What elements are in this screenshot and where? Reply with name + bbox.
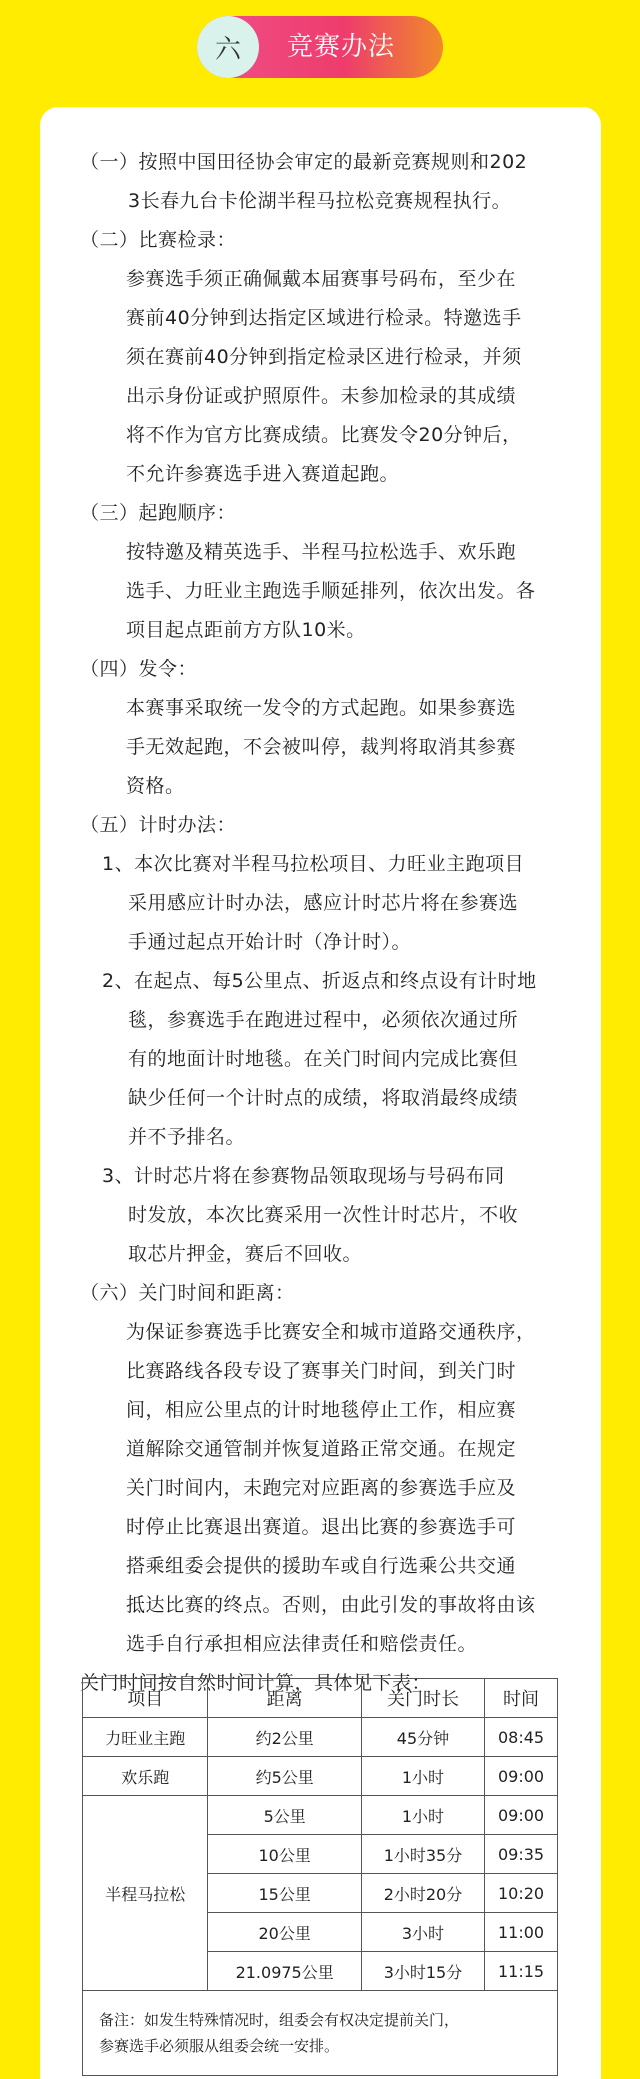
- text-line: 1、本次比赛对半程马拉松项目、力旺业主跑项目: [102, 853, 525, 875]
- text-line: 本赛事采取统一发令的方式起跑。如果参赛选: [126, 697, 517, 719]
- table-cell-duration: 45分钟: [361, 1718, 484, 1757]
- section-heading-line: 关门时间按自然时间计算，具体见下表：: [80, 1672, 432, 1694]
- table-cell-distance: 约2公里: [208, 1718, 362, 1757]
- text-line: 时停止比赛退出赛道。退出比赛的参赛选手可: [126, 1516, 517, 1538]
- text-line: 2、在起点、每5公里点、折返点和终点设有计时地: [102, 970, 537, 992]
- text-line: 关门时间内，未跑完对应距离的参赛选手应及: [126, 1477, 517, 1499]
- text-line: 出示身份证或护照原件。未参加检录的其成绩: [126, 385, 517, 407]
- text-line: 手通过起点开始计时（净计时）。: [128, 931, 412, 953]
- table-cell-time: 09:35: [485, 1835, 558, 1874]
- table-header-distance: 距离: [208, 1679, 362, 1718]
- table-header-time: 时间: [485, 1679, 558, 1718]
- section-heading-line: （六）关门时间和距离：: [80, 1282, 295, 1304]
- table-cell-time: 10:20: [485, 1874, 558, 1913]
- text-line: 须在赛前40分钟到指定检录区进行检录，并须: [126, 346, 522, 368]
- text-line: 采用感应计时办法，感应计时芯片将在参赛选: [128, 892, 519, 914]
- text-line: 有的地面计时地毯。在关门时间内完成比赛但: [128, 1048, 519, 1070]
- table-cell-distance: 20公里: [208, 1913, 362, 1952]
- table-cell-duration: 2小时20分: [361, 1874, 484, 1913]
- table-cell-distance: 10公里: [208, 1835, 362, 1874]
- table-cell-distance: 21.0975公里: [208, 1952, 362, 1991]
- text-line: 参赛选手须正确佩戴本届赛事号码布，至少在: [126, 268, 517, 290]
- text-line: 缺少任何一个计时点的成绩，将取消最终成绩: [128, 1087, 519, 1109]
- text-line: 间，相应公里点的计时地毯停止工作，相应赛: [126, 1399, 517, 1421]
- table-cell-duration: 1小时35分: [361, 1835, 484, 1874]
- table-cell-time: 09:00: [485, 1757, 558, 1796]
- table-note-row: [83, 1991, 558, 2076]
- table-cell-event: 力旺业主跑: [83, 1718, 208, 1757]
- text-line: 手无效起跑，不会被叫停，裁判将取消其参赛: [126, 736, 517, 758]
- table-header-duration: 关门时长: [361, 1679, 484, 1718]
- table-cell-time: 11:15: [485, 1952, 558, 1991]
- text-line: 时发放，本次比赛采用一次性计时芯片，不收: [128, 1204, 519, 1226]
- text-line: 按特邀及精英选手、半程马拉松选手、欢乐跑: [126, 541, 517, 563]
- section-heading-line: （三）起跑顺序：: [80, 502, 237, 524]
- table-cell-distance: 5公里: [208, 1796, 362, 1835]
- table-cell-duration: 1小时: [361, 1796, 484, 1835]
- note-line: 参赛选手必须服从组委会统一安排。: [99, 2037, 340, 2055]
- rules-text: [40, 143, 601, 1703]
- table-cell-time: 09:00: [485, 1796, 558, 1835]
- table-cell-duration: 1小时: [361, 1757, 484, 1796]
- table-cell-event: 欢乐跑: [83, 1757, 208, 1796]
- section-number-badge: 六: [197, 16, 259, 78]
- text-line: 毯，参赛选手在跑进过程中，必须依次通过所: [128, 1009, 519, 1031]
- section-heading-line: （五）计时办法：: [80, 814, 237, 836]
- section-header: [197, 16, 443, 78]
- text-line: 比赛路线各段专设了赛事关门时间，到关门时: [126, 1360, 517, 1382]
- table-note: [83, 1991, 558, 2076]
- section-title: 竞赛办法: [287, 32, 396, 62]
- text-line: 3、计时芯片将在参赛物品领取现场与号码布同: [102, 1165, 505, 1187]
- note-line: 备注：如发生特殊情况时，组委会有权决定提前关门，: [99, 2011, 460, 2029]
- text-line: 资格。: [126, 775, 185, 797]
- table-cell-duration: 3小时15分: [361, 1952, 484, 1991]
- text-line: 3长春九台卡伦湖半程马拉松竞赛规程执行。: [128, 190, 512, 212]
- section-heading-line: （一）按照中国田径协会审定的最新竞赛规则和202: [80, 151, 528, 173]
- text-line: 项目起点距前方方队10米。: [126, 619, 366, 641]
- text-line: 道解除交通管制并恢复道路正常交通。在规定: [126, 1438, 517, 1460]
- table-cell-time: 08:45: [485, 1718, 558, 1757]
- table-row: [83, 1757, 558, 1796]
- text-line: 取芯片押金，赛后不回收。: [128, 1243, 363, 1265]
- text-line: 选手自行承担相应法律责任和赔偿责任。: [126, 1633, 478, 1655]
- text-line: 不允许参赛选手进入赛道起跑。: [126, 463, 400, 485]
- table-cell-time: 11:00: [485, 1913, 558, 1952]
- section-heading-line: （二）比赛检录：: [80, 229, 237, 251]
- text-line: 为保证参赛选手比赛安全和城市道路交通秩序，: [126, 1321, 536, 1343]
- text-line: 将不作为官方比赛成绩。比赛发令20分钟后，: [126, 424, 522, 446]
- table-header-event: 项目: [83, 1679, 208, 1718]
- text-line: 选手、力旺业主跑选手顺延排列，依次出发。各: [126, 580, 536, 602]
- table-cell-distance: 约5公里: [208, 1757, 362, 1796]
- table-cell-event: 半程马拉松: [83, 1796, 208, 1991]
- text-line: 抵达比赛的终点。否则，由此引发的事故将由该: [126, 1594, 536, 1616]
- section-heading-line: （四）发令：: [80, 658, 198, 680]
- content-card: [40, 107, 601, 2079]
- table-row: [83, 1796, 558, 1835]
- table-cell-distance: 15公里: [208, 1874, 362, 1913]
- text-line: 赛前40分钟到达指定区域进行检录。特邀选手: [126, 307, 522, 329]
- cutoff-time-table: [82, 1678, 558, 2076]
- table-row: [83, 1718, 558, 1757]
- table-header-row: [83, 1679, 558, 1718]
- table-cell-duration: 3小时: [361, 1913, 484, 1952]
- text-line: 并不予排名。: [128, 1126, 246, 1148]
- text-line: 搭乘组委会提供的援助车或自行选乘公共交通: [126, 1555, 517, 1577]
